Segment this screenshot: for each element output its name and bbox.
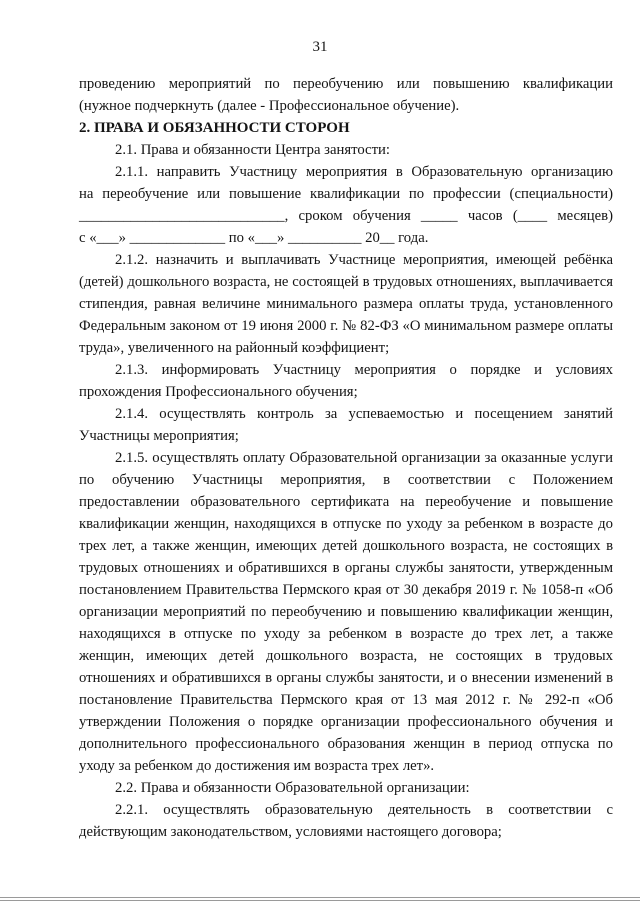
clause-2-1-1-line-4: с «___» _____________ по «___» __________ 20__ года.: [79, 230, 429, 246]
clause-2-2-1: 2.2.1. осуществлять образовательную деятельность в соответствии с действующим законодательством, условиями настоящего договора;: [79, 802, 613, 840]
clause-2-1-2: 2.1.2. назначить и выплачивать Участнице мероприятия, имеющей ребёнка (детей) дошкольного возраста, не состоящей в трудовых отношениях, выплачивается стипендия, равная величине минимального размера оплаты труда, установленного Федеральным законом от 19 июня 2000 г. № 82-ФЗ «О минимальном размере оплаты труда», увеличенного на районный коэффициент;: [79, 252, 613, 356]
clause-2-2: 2.2. Права и обязанности Образовательной организации:: [115, 780, 470, 796]
clause-2-1-1-line-3: ____________________________, сроком обучения _____ часов (____ месяцев): [79, 208, 613, 224]
page-number: 31: [312, 39, 328, 55]
clause-2-1: 2.1. Права и обязанности Центра занятости:: [115, 142, 390, 158]
clause-2-1-3: 2.1.3. информировать Участницу мероприятия о порядке и условиях прохождения Профессионального обучения;: [79, 362, 613, 400]
scan-edge-line: [0, 900, 640, 901]
clause-2-1-4: 2.1.4. осуществлять контроль за успеваемостью и посещением занятий Участницы мероприятия;: [79, 406, 613, 444]
document-body: [79, 73, 613, 843]
clause-2-1-5: 2.1.5. осуществлять оплату Образовательной организации за оказанные услуги по обучению Участницы мероприятия, в соответствии с Положением предоставлении образовательного сертификата на переобучение и повышение квалификации женщин, находящихся в отпуске по уходу за ребенком в возрасте до трех лет, а также женщин, имеющих детей дошкольного возраста, не состоящих в трудовых отношениях и обратившихся в органы службы занятости, утвержденным постановлением Правительства Пермского края от 30 декабря 2019 г. № 1058-п «Об организации мероприятий по переобучению и повышению квалификации женщин, находящихся в отпуске по уходу за ребенком в возрасте до трех лет, а также женщин, имеющих детей дошкольного возраста, не состоящих в трудовых отношениях и обратившихся в органы службы занятости, и о внесении изменений в постановление Правительства Пермского края от 13 мая 2012 г. № 292-п «Об утверждении Положения о порядке организации профессионального обучения и дополнительного профессионального образования женщин в период отпуска по уходу за ребенком до достижения им возраста трех лет».: [79, 450, 613, 774]
section-title: 2. ПРАВА И ОБЯЗАННОСТИ СТОРОН: [79, 120, 350, 136]
scan-edge-line: [0, 897, 640, 898]
intro-line-1: проведению мероприятий по переобучению или повышению квалификации: [79, 76, 613, 92]
clause-2-1-1-line-1: 2.1.1. направить Участницу мероприятия в Образовательную организацию: [115, 164, 613, 180]
clause-2-1-1-line-2: на переобучение или повышение квалификации по профессии (специальности): [79, 186, 613, 202]
intro-line-2: (нужное подчеркнуть (далее - Профессиональное обучение).: [79, 98, 460, 114]
